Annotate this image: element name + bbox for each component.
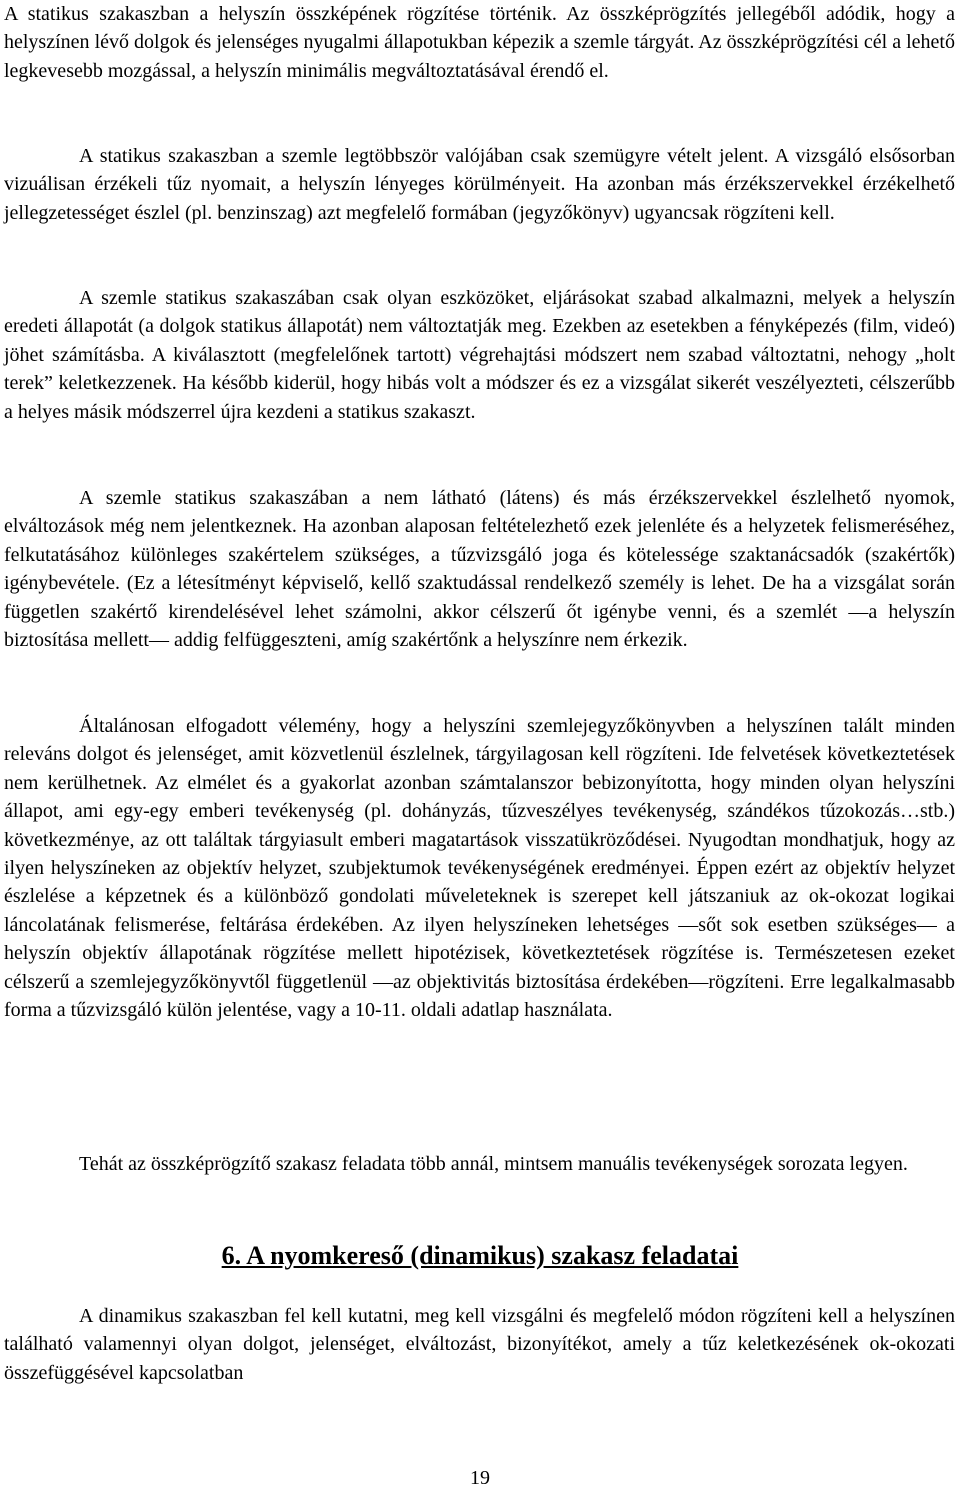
paragraph-2: A statikus szakaszban a szemle legtöbbször valójában csak szemügyre vételt jelent. A vizsgáló elsősorban vizuálisan érzékeli tűz nyomait, a helyszín lényeges körülményeit. Ha azonban más érzékszervekkel érzékelhető jellegzetességet észlel (pl. benzinszag) azt megfelelő formában (jegyzőkönyv) ugyancsak rögzíteni kell. xyxy=(4,145,955,224)
section-heading: 6. A nyomkereső (dinamikus) szakasz feladatai xyxy=(221,1241,739,1270)
page-number: 19 xyxy=(470,1467,490,1489)
paragraph-4: A szemle statikus szakaszában a nem látható (látens) és más érzékszervekkel észlelhető nyomok, elváltozások még nem jelentkeznek. Ha azonban alaposan feltételezhető ezek jelenléte és a helyzetek felismeréséhez, felkutatásához különleges szakértelem szükséges, a tűzvizsgáló joga és kötelessége szaktanácsadók (szakértők) igénybevétele. (Ez a létesítményt képviselő, kellő szaktudással rendelkező személy is lehet. De ha a vizsgálat során független szakértő kirendelésével lehet számolni, akkor célszerű őt igénybe venni, és a szemlét —a helyszín biztosítása mellett— addig felfüggeszteni, amíg szakértőnk a helyszínre nem érkezik. xyxy=(4,487,955,652)
paragraph-6: Tehát az összképrögzítő szakasz feladata több annál, mintsem manuális tevékenységek sorozata legyen. xyxy=(79,1153,908,1175)
paragraph-7: A dinamikus szakaszban fel kell kutatni, meg kell vizsgálni és megfelelő módon rögzíteni kell a helyszínen található valamennyi olyan dolgot, jelenséget, elváltozást, bizonyítékot, amely a tűz keletkezésének ok-okozati összefüggésével kapcsolatban xyxy=(4,1305,955,1384)
paragraph-3: A szemle statikus szakaszában csak olyan eszközöket, eljárásokat szabad alkalmazni, melyek a helyszín eredeti állapotát (a dolgok statikus állapotát) nem változtatják meg. Ezekben az esetekben a fényképezés (film, videó) jöhet számításba. A kiválasztott (megfelelőnek tartott) végrehajtási módszert nem szabad változtatni, nehogy „holt terek” keletkezzenek. Ha később kiderül, hogy hibás volt a módszer és ez a vizsgálat sikerét veszélyezteti, célszerűbb a helyes másik módszerrel újra kezdeni a statikus szakaszt. xyxy=(4,287,955,423)
paragraph-1: A statikus szakaszban a helyszín összképének rögzítése történik. Az összképrögzítés jellegéből adódik, hogy a helyszínen lévő dolgok és jelenséges nyugalmi állapotukban képezik a szemle tárgyát. Az összképrögzítési cél a lehető legkevesebb mozgással, a helyszín minimális megváltoztatásával érendő el. xyxy=(4,3,955,82)
paragraph-5: Általánosan elfogadott vélemény, hogy a helyszíni szemlejegyzőkönyvben a helyszínen talált minden releváns dolgot és jelenséget, amit közvetlenül észlelnek, tárgyilagosan kell rögzíteni. Ide felvetések következtetések nem kerülhetnek. Az elmélet és a gyakorlat azonban számtalanszor bebizonyította, hogy minden olyan helyszíni állapot, ami egy-egy emberi tevékenység (pl. dohányzás, tűzveszélyes tevékenység, szándékos tűzokozás…stb.) következménye, az ott találtak tárgyiasult emberi magatartások visszatükröződései. Nyugodtan mondhatjuk, hogy az ilyen helyszíneken az objektív helyzet, szubjektumok tevékenységének eredményei. Éppen ezért az objektív helyzet észlelése a képzetnek és a különböző gondolati műveleteknek is szerepet kell játszaniuk az ok-okozat logikai láncolatának felismerése, feltárása érdekében. Az ilyen helyszíneken lehetséges —sőt sok esetben szükséges— a helyszín objektív állapotának rögzítése mellett hipotézisek, következtetések rögzítése is. Természetesen ezeket célszerű a szemlejegyzőkönyvtől függetlenül —az objektivitás biztosítása érdekében—rögzíteni. Erre legalkalmasabb forma a tűzvizsgáló külön jelentése, vagy a 10-11. oldali adatlap használata. xyxy=(4,715,955,1022)
